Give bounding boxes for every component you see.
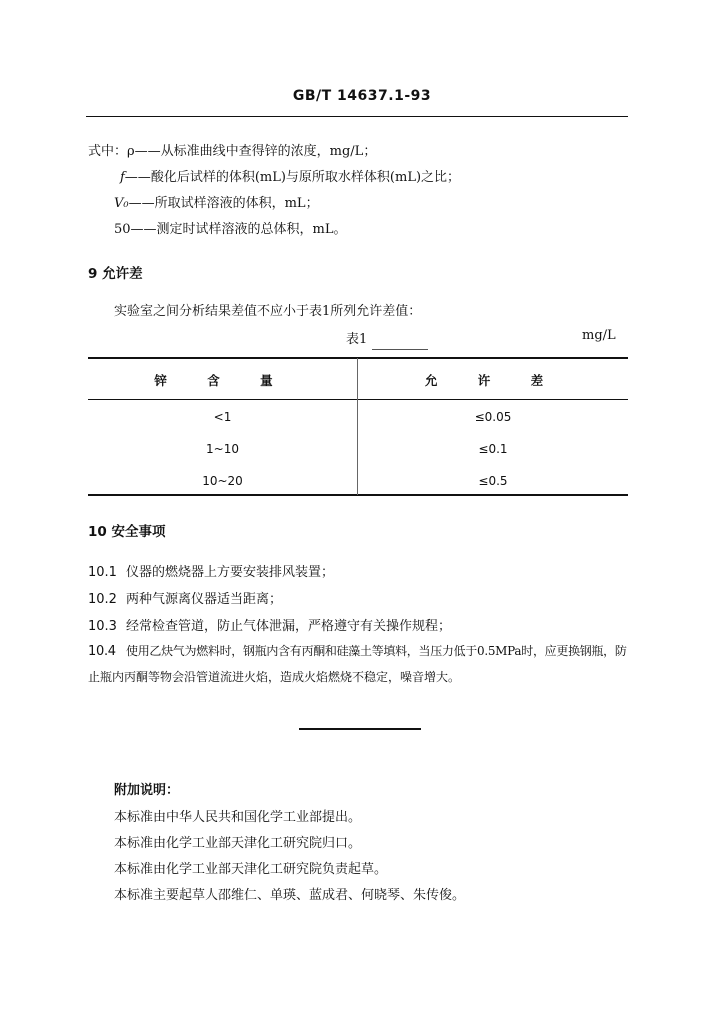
item-text: 使用乙炔气为燃料时，钢瓶内含有丙酮和硅藻土等填料，当压力低于0.5MPa时，应更换钢瓶，防 (126, 644, 627, 658)
formula-symbol: 式中：ρ—— (88, 144, 161, 159)
table-title: 表1 (346, 332, 368, 347)
formula-text: 测定时试样溶液的总体积，mL。 (156, 222, 347, 237)
formula-def-v0 (114, 192, 319, 211)
table-cell-content: <1 (213, 410, 232, 424)
table-cell-allowance: ≤0.05 (474, 410, 512, 424)
formula-def-f (120, 166, 460, 185)
formula-symbol: 50—— (114, 222, 157, 237)
item-text: 两种气源离仪器适当距离； (126, 592, 283, 607)
item-number: 10.3 (88, 619, 117, 634)
table-cell-content: 10~20 (202, 474, 243, 488)
table-header-allowance: 允 许 差 (424, 373, 562, 388)
formula-symbol: V₀—— (114, 196, 155, 211)
table-unit: mg/L (582, 328, 616, 343)
table-header-rule (88, 399, 628, 400)
formula-def-rho (88, 140, 376, 159)
end-separator (299, 728, 421, 730)
item-number: 10.1 (88, 565, 117, 580)
table-title-underline (372, 349, 428, 350)
table-cell-content: 1~10 (206, 442, 239, 456)
formula-text: 酸化后试样的体积(mL)与原所取水样体积(mL)之比； (150, 170, 461, 185)
header-rule (86, 116, 628, 117)
table-header-zinc-content: 锌 含 量 (154, 373, 291, 388)
safety-item-10-3 (88, 615, 451, 634)
safety-item-10-2 (88, 588, 282, 607)
additional-note-line: 本标准由中华人民共和国化学工业部提出。 (114, 810, 362, 825)
section-9-intro: 实验室之间分析结果差值不应小于表1所列允许差值： (114, 304, 422, 319)
formula-symbol: f—— (120, 170, 151, 185)
additional-note-line: 本标准由化学工业部天津化工研究院归口。 (114, 836, 362, 851)
additional-note-line: 本标准由化学工业部天津化工研究院负责起草。 (114, 862, 388, 877)
table-cell-allowance: ≤0.5 (478, 474, 508, 488)
table-top-rule (88, 357, 628, 359)
item-text: 仪器的燃烧器上方要安装排风装置； (126, 565, 335, 580)
section-9-heading: 9 允许差 (88, 266, 143, 282)
safety-item-10-1 (88, 561, 334, 580)
formula-text: 所取试样溶液的体积，mL； (154, 196, 319, 211)
additional-notes-title: 附加说明： (114, 783, 180, 798)
formula-text: 从标准曲线中查得锌的浓度，mg/L； (160, 144, 377, 159)
table-bottom-rule (88, 494, 628, 496)
safety-item-10-4 (88, 642, 627, 659)
standard-number-header: GB/T 14637.1-93 (292, 88, 432, 104)
item-number: 10.2 (88, 592, 117, 607)
item-number: 10.4 (88, 644, 116, 659)
table-cell-allowance: ≤0.1 (478, 442, 508, 456)
formula-def-50 (114, 218, 347, 237)
section-10-heading: 10 安全事项 (88, 524, 166, 540)
additional-note-line: 本标准主要起草人邵维仁、单瑛、蓝成君、何晓琴、朱传俊。 (114, 888, 466, 903)
item-text: 经常检查管道，防止气体泄漏，严格遵守有关操作规程； (126, 619, 452, 634)
safety-item-10-4-continuation: 止瓶内丙酮等物会沿管道流进火焰，造成火焰燃烧不稳定，噪音增大。 (88, 670, 461, 684)
